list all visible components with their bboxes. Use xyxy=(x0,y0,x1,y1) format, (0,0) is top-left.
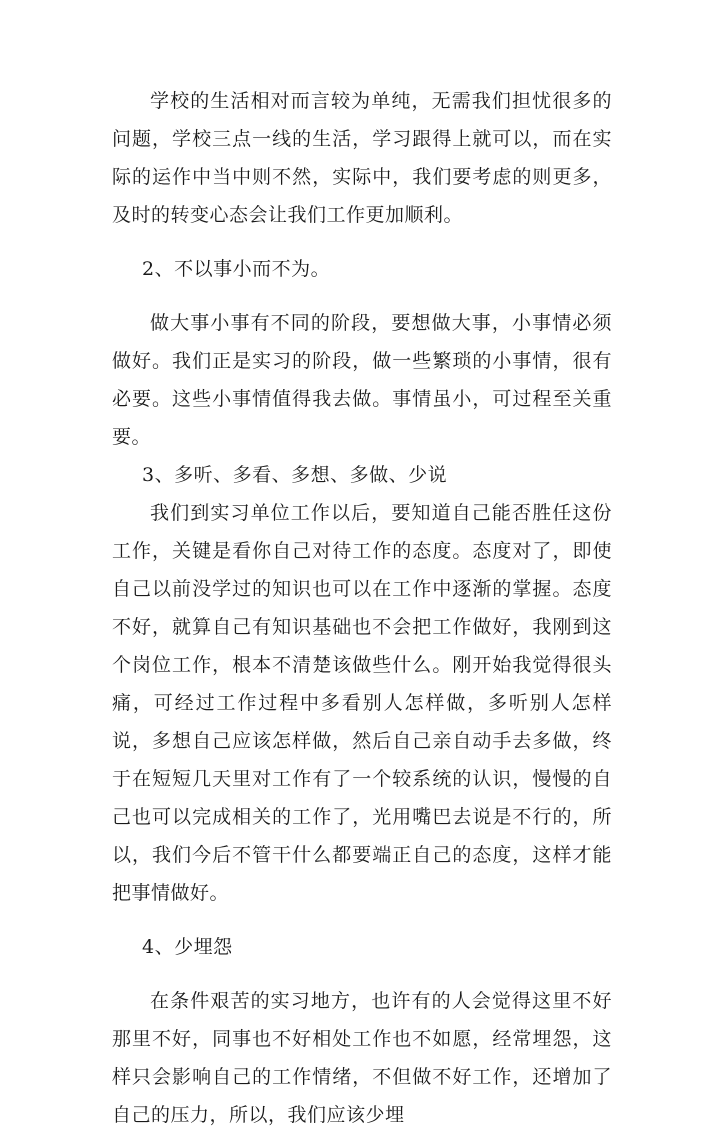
paragraph-complain-less: 在条件艰苦的实习地方，也许有的人会觉得这里不好那里不好，同事也不好相处工作也不如愿，经常埋怨，这样只会影响自己的工作情绪，不但做不好工作，还增加了自己的压力，所以，我们应该少埋 xyxy=(112,990,612,1126)
document-body xyxy=(112,82,612,1134)
heading-point-4: 4、少埋怨 xyxy=(142,936,233,958)
heading-point-3: 3、多听、多看、多想、多做、少说 xyxy=(142,464,448,486)
heading-point-2: 2、不以事小而不为。 xyxy=(142,258,331,280)
paragraph-school-life: 学校的生活相对而言较为单纯，无需我们担忧很多的问题，学校三点一线的生活，学习跟得上就可以，而在实际的运作中当中则不然，实际中，我们要考虑的则更多，及时的转变心态会让我们工作更加顺利。 xyxy=(112,90,612,226)
paragraph-small-things: 做大事小事有不同的阶段，要想做大事，小事情必须做好。我们正是实习的阶段，做一些繁琐的小事情，很有必要。这些小事情值得我去做。事情虽小，可过程至关重要。 xyxy=(112,312,612,448)
paragraph-attitude: 我们到实习单位工作以后，要知道自己能否胜任这份工作，关键是看你自己对待工作的态度。态度对了，即使自己以前没学过的知识也可以在工作中逐渐的掌握。态度不好，就算自己有知识基础也不会把工作做好，我刚到这个岗位工作，根本不清楚该做些什么。刚开始我觉得很头痛，可经过工作过程中多看别人怎样做，多听别人怎样说，多想自己应该怎样做，然后自己亲自动手去多做，终于在短短几天里对工作有了一个较系统的认识，慢慢的自己也可以完成相关的工作了，光用嘴巴去说是不行的，所以，我们今后不管干什么都要端正自己的态度，这样才能把事情做好。 xyxy=(112,502,612,904)
